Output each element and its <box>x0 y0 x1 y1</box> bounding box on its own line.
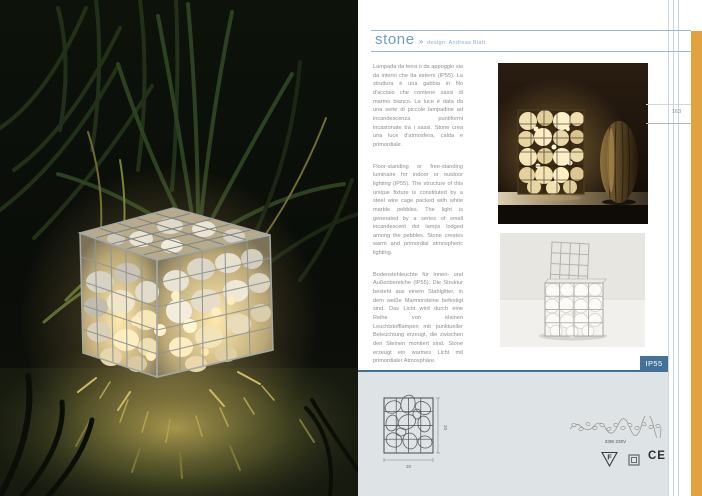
arrow-icon: » <box>418 37 424 46</box>
page-number-rule-bottom <box>646 123 691 124</box>
orange-sidebar <box>691 31 702 496</box>
paragraph-italian: Lampada da terra o da appoggio sia da interni che da esterni (IP55). La struttura è una gabbia in filo d'acciaio che contiene sassi di marmo bianco. La luce è data da una serie di piccole lampadine ad incandescenza puntiformi incastonate tra i sassi. Stone crea una luce d'atmosfera, calda e primordiale. <box>373 64 463 148</box>
ce-mark-icon: CE <box>648 450 666 462</box>
drawing-grid <box>384 398 433 453</box>
pebble-cube-unlit <box>545 279 606 338</box>
margin-rule-1 <box>668 0 669 496</box>
lamp-string-drawing <box>568 416 663 438</box>
power-rating: 33W 230V <box>604 439 627 444</box>
paragraph-english: Floor-standing or free-standing luminaire for indoor or outdoor lighting (IP55). The structure of this unique fixture is constituted by a steel wire cage packed with white marble pebbles. The light is generated by a series of small incandescent dot lamps lodged among the pebbles. Stone creates warm and primordial atmospheric lighting. <box>373 163 463 257</box>
header-rule-top <box>371 30 691 31</box>
page-number: 163 <box>672 109 682 115</box>
product-photo-studio <box>500 233 645 347</box>
spec-panel <box>358 370 668 496</box>
double-insulation-icon <box>628 454 640 466</box>
stone-cube-lamp <box>80 208 273 377</box>
paragraph-german: Bodenstehleuchte für Innen- und Außenbereiche (IP55). Die Struktur besteht aus einem Stahlgitter, in dem weiße Marmorsteine befestigt sind. Das Licht wird durch eine Reihe von kleinen Leuchtstofflampen mit punktueller Beleuchtung erzeugt, die zwischen den Steinen montiert sind. Stone erzeugt ein warmes Licht mit primordialer Atmosphäre. <box>373 271 463 365</box>
ip-rating-badge: IP55 <box>640 356 668 371</box>
dimension-lines <box>384 398 440 462</box>
cube-lamp-small <box>518 110 584 195</box>
dimension-width-label: 20 <box>406 464 412 469</box>
header-rule-bottom <box>371 51 691 52</box>
page-number-rule-top <box>646 104 691 105</box>
designer-credit: design: Andreas Blatt <box>427 40 486 46</box>
product-photo-ambient <box>498 63 648 224</box>
technical-drawing <box>380 392 455 472</box>
svg-text:F: F <box>607 454 612 462</box>
dimension-height-label: 20 <box>443 425 448 431</box>
catalog-page <box>358 0 702 496</box>
product-title: stone <box>375 31 415 48</box>
description-column <box>373 63 463 379</box>
product-header <box>375 32 485 47</box>
margin-rule-3 <box>678 0 679 496</box>
margin-rule-2 <box>673 0 674 496</box>
f-mark-icon <box>601 451 618 467</box>
